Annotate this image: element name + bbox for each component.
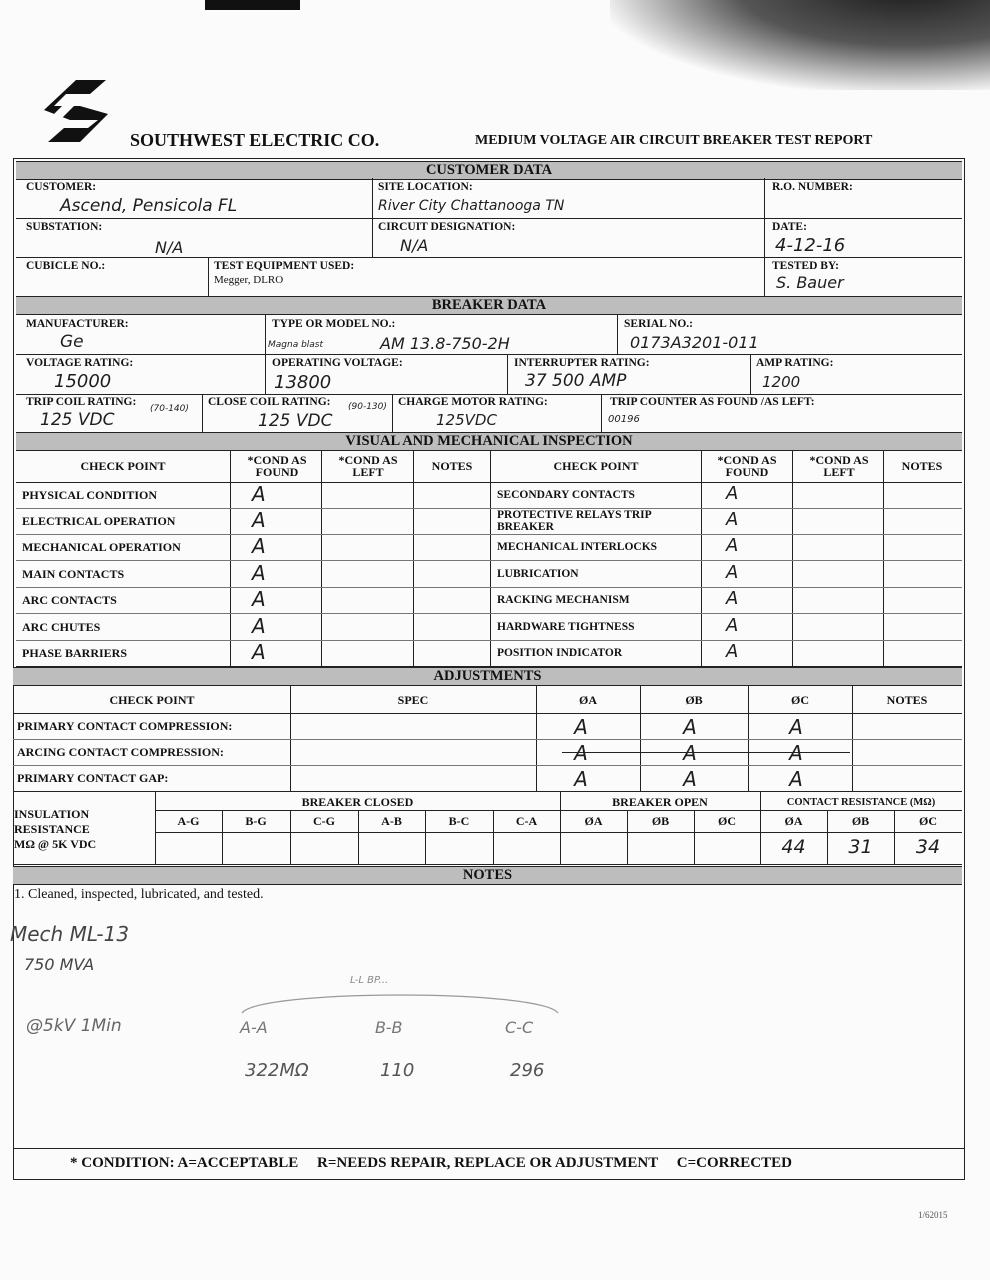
inspection-row-found: A [252,508,266,532]
divider [16,482,962,483]
adjustment-row-label: PRIMARY CONTACT GAP: [17,771,169,785]
inspection-row-found: A [252,640,266,664]
contact-resistance-heading: CONTACT RESISTANCE (ΜΩ) [786,797,936,808]
breaker-data-heading: BREAKER DATA [16,296,962,315]
date-value: 4-12-16 [775,235,846,256]
inspection-row-found-right: A [726,588,739,609]
breaker-closed-col: B-C [448,814,470,828]
close-coil-value: 125 VDC [258,411,333,431]
interrupter-rating-label: INTERRUPTER RATING: [514,357,650,369]
inspection-row-label: ARC CHUTES [22,619,101,634]
divider [16,508,962,509]
inspection-row-label: MAIN CONTACTS [22,566,125,581]
insulation-label-3: MΩ @ 5K VDC [14,837,97,851]
adjustment-row-a: A [574,767,588,791]
notes-handwritten-val: 296 [510,1060,545,1081]
substation-value: N/A [155,238,184,257]
notes-handwritten-2: 750 MVA [24,955,95,974]
adjustment-row-a: A [574,715,588,739]
amp-rating-value: 1200 [762,373,801,391]
site-location-value: River City Chattanooga TN [378,198,565,214]
adjustment-row-a: A [574,741,588,765]
trip-counter-label: TRIP COUNTER AS FOUND /AS LEFT: [610,396,815,408]
inspection-row-found: A [252,534,266,558]
serial-label: SERIAL NO.: [624,318,694,330]
inspection-row-label-right: POSITION INDICATOR [497,647,623,659]
adj-col-notes: NOTES [886,693,928,707]
trip-coil-label: TRIP COIL RATING: [26,396,137,408]
company-logo [36,78,118,146]
customer-label: CUSTOMER: [26,181,97,193]
divider [490,451,491,666]
breaker-closed-col: C-A [515,814,538,828]
divider [155,810,962,811]
customer-value: Ascend, Pensicola FL [60,196,238,216]
divider [16,257,962,258]
notes-bracket [240,985,560,1015]
divider [208,257,209,296]
breaker-open-col: ØC [718,814,736,828]
divider [321,451,322,666]
insulation-label-1: INSULATION [14,807,90,821]
divider [16,218,962,219]
type-model-prefix: Magna blast [268,340,324,350]
divider [155,832,962,833]
inspection-row-found: A [252,613,266,638]
inspection-heading: VISUAL AND MECHANICAL INSPECTION [16,432,962,451]
divider [883,451,884,666]
col-check-point: CHECK POINT [80,459,166,473]
col-cond-found-right: *COND AS FOUND [717,453,777,479]
divider [750,354,751,394]
tested-by-label: TESTED BY: [772,260,840,272]
breaker-closed-col: A-G [177,814,200,828]
arcing-strikethrough [562,752,850,753]
notes-handwritten-val: 110 [380,1060,415,1081]
contact-resistance-col: ØC [919,814,937,828]
divider [16,640,962,641]
adj-col-c: ØC [791,693,809,707]
scan-smudge [205,0,300,10]
serial-value: 0173A3201-011 [630,333,759,352]
divider [507,354,508,394]
adjustment-row-label: PRIMARY CONTACT COMPRESSION: [17,719,233,733]
tested-by-value: S. Bauer [776,273,844,292]
adjustment-row-c: A [789,741,803,765]
inspection-row-label-right: SECONDARY CONTACTS [497,489,635,501]
divider [202,394,203,432]
breaker-closed-col: B-G [245,814,267,828]
breaker-closed-heading: BREAKER CLOSED [301,795,414,809]
amp-rating-label: AMP RATING: [756,357,834,369]
notes-handwritten-col: A-A [240,1018,268,1037]
contact-resistance-value: 31 [848,836,873,858]
trip-coil-note: (70-140) [150,404,189,414]
col-notes-right: NOTES [901,459,943,473]
customer-data-heading: CUSTOMER DATA [16,161,962,180]
cubicle-label: CUBICLE NO.: [26,260,106,272]
breaker-open-col: ØB [651,814,670,828]
divider [13,864,962,865]
inspection-row-found-right: A [726,561,739,583]
divider [265,314,266,354]
operating-voltage-value: 13800 [274,372,332,393]
adj-col-check: CHECK POINT [109,693,195,707]
notes-handwritten-col: C-C [505,1018,534,1037]
voltage-rating-value: 15000 [54,371,112,392]
inspection-row-found-right: A [726,483,739,504]
divider [764,178,765,296]
type-model-label: TYPE OR MODEL NO.: [272,318,396,330]
close-coil-note: (90-130) [348,402,387,412]
inspection-row-label-right: RACKING MECHANISM [497,594,630,606]
divider [16,354,962,355]
inspection-row-found: A [252,587,266,611]
divider [13,739,962,740]
inspection-row-label: ARC CONTACTS [22,593,117,607]
condition-footer: * CONDITION: A=ACCEPTABLE R=NEEDS REPAIR, REPLACE OR ADJUSTMENT C=CORRECTED [70,1155,792,1171]
col-cond-left-right: *COND AS LEFT [809,453,869,479]
inspection-row-label-right: PROTECTIVE RELAYS TRIP BREAKER [497,509,652,533]
trip-coil-value: 125 VDC [40,410,115,430]
breaker-open-col: ØA [584,814,603,828]
notes-line-1: 1. Cleaned, inspected, lubricated, and tested. [14,887,264,902]
charge-motor-label: CHARGE MOTOR RATING: [398,396,548,408]
inspection-row-label-right: LUBRICATION [497,567,579,580]
contact-resistance-value: 34 [915,836,941,858]
inspection-row-label-right: MECHANICAL INTERLOCKS [497,541,658,553]
form-code: 1/62015 [918,1210,948,1220]
contact-resistance-col: ØA [784,814,803,828]
trip-counter-value: 00196 [608,414,640,425]
inspection-row-label-right: HARDWARE TIGHTNESS [497,620,635,633]
divider [16,613,962,614]
inspection-row-label: ELECTRICAL OPERATION [22,514,176,528]
inspection-row-found-right: A [726,614,739,636]
adj-col-spec: SPEC [397,693,429,707]
col-notes: NOTES [431,459,473,473]
adjustment-row-b: A [683,715,697,739]
inspection-row-label: PHYSICAL CONDITION [22,488,158,502]
adjustment-row-b: A [683,741,697,765]
substation-label: SUBSTATION: [26,221,103,233]
interrupter-rating-value: 37 500 AMP [525,371,627,391]
adjustments-heading: ADJUSTMENTS [13,667,962,686]
notes-handwritten-3: @5kV 1Min [26,1016,122,1036]
divider [16,587,962,588]
close-coil-label: CLOSE COIL RATING: [208,396,331,408]
scan-shadow [610,0,990,90]
divider [13,1148,965,1149]
circuit-value: N/A [400,236,429,255]
notes-handwritten-col: B-B [375,1018,403,1037]
adjustment-row-label: ARCING CONTACT COMPRESSION: [17,745,224,759]
breaker-closed-col: A-B [381,814,402,828]
divider [265,354,266,394]
adjustment-row-b: A [683,767,697,791]
breaker-closed-col: C-G [313,814,335,828]
adj-col-a: ØA [579,693,597,707]
adj-col-b: ØB [685,693,703,707]
charge-motor-value: 125VDC [436,411,497,429]
divider [16,560,962,561]
divider [13,713,962,714]
divider [16,534,962,535]
contact-resistance-col: ØB [851,814,870,828]
notes-handwritten-val: 322MΩ [245,1060,309,1081]
col-cond-left: *COND AS LEFT [338,453,398,479]
manufacturer-label: MANUFACTURER: [26,318,129,330]
divider [413,451,414,666]
inspection-row-found-right: A [726,641,739,662]
type-model-value: AM 13.8-750-2H [380,334,510,353]
col-cond-found: *COND AS FOUND [247,453,307,479]
inspection-row-found-right: A [726,535,739,556]
equipment-label: TEST EQUIPMENT USED: [214,260,355,272]
divider [601,394,602,432]
divider [16,394,962,395]
inspection-row-label: MECHANICAL OPERATION [22,540,181,554]
notes-handwritten-header: L-L BP... [350,975,389,986]
company-name: SOUTHWEST ELECTRIC CO. [130,130,380,150]
adjustment-row-c: A [789,715,803,739]
date-label: DATE: [772,221,807,233]
divider [392,394,393,432]
ro-number-label: R.O. NUMBER: [772,181,853,193]
circuit-label: CIRCUIT DESIGNATION: [378,221,516,233]
notes-handwritten-1: Mech ML-13 [10,922,130,946]
voltage-rating-label: VOLTAGE RATING: [26,357,134,369]
adjustment-row-c: A [789,767,803,791]
inspection-row-found: A [252,482,266,506]
inspection-row-label: PHASE BARRIERS [22,646,128,660]
breaker-open-heading: BREAKER OPEN [612,795,708,809]
equipment-value: Megger, DLRO [214,274,284,286]
notes-heading: NOTES [13,866,962,885]
inspection-row-found: A [252,560,266,585]
divider [617,314,618,354]
insulation-label-2: RESISTANCE [14,822,90,836]
inspection-row-found-right: A [726,509,739,530]
contact-resistance-value: 44 [781,836,806,858]
manufacturer-value: Ge [60,332,84,352]
divider [701,451,702,666]
divider [13,765,962,766]
site-location-label: SITE LOCATION: [378,181,473,193]
report-title: MEDIUM VOLTAGE AIR CIRCUIT BREAKER TEST REPORT [475,133,873,148]
divider [792,451,793,666]
divider [230,451,231,666]
operating-voltage-label: OPERATING VOLTAGE: [272,357,403,369]
col-check-point-right: CHECK POINT [553,459,639,473]
